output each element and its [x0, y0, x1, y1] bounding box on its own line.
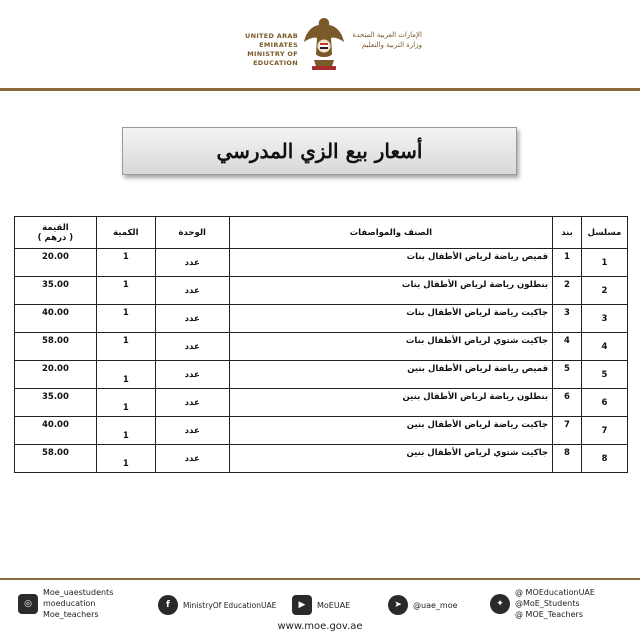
cell-value: 58.00: [15, 445, 97, 473]
header-divider: [0, 88, 640, 91]
twitter-icon: ✦: [490, 594, 510, 614]
cell-value: 20.00: [15, 361, 97, 389]
table-row: [15, 305, 628, 333]
youtube-account[interactable]: ▶ MoEUAE: [292, 595, 350, 615]
cell-unit: عدد: [155, 249, 229, 277]
cell-desc: قميص رياضة لرياض الأطفال بنات: [229, 249, 552, 277]
cell-qty: 1: [96, 249, 155, 277]
cell-desc: جاكيت رياضة لرياض الأطفال بنات: [229, 305, 552, 333]
cell-unit: عدد: [155, 389, 229, 417]
cell-seq: 3: [581, 305, 627, 333]
cell-item: 3: [553, 305, 582, 333]
cell-seq: 7: [581, 417, 627, 445]
price-table: [14, 216, 628, 473]
cell-unit: عدد: [155, 277, 229, 305]
cell-item: 5: [553, 361, 582, 389]
table-header-row: [15, 217, 628, 249]
cell-unit: عدد: [155, 417, 229, 445]
cell-item: 1: [553, 249, 582, 277]
cell-item: 4: [553, 333, 582, 361]
cell-value: 35.00: [15, 389, 97, 417]
cell-unit: عدد: [155, 333, 229, 361]
cell-desc: بنطلون رياضة لرياض الأطفال بنات: [229, 277, 552, 305]
cell-seq: 2: [581, 277, 627, 305]
cell-item: 8: [553, 445, 582, 473]
header-item: بند: [553, 217, 582, 249]
falcon-emblem-icon: [302, 14, 346, 74]
instagram-accounts[interactable]: ◎ Moe_uaestudents moeducation Moe_teachers: [18, 587, 113, 620]
table-row: [15, 445, 628, 473]
cell-qty: 1: [96, 361, 155, 389]
ministry-name-arabic: الإمارات العربية المتحدة وزارة التربية والتعليم: [352, 31, 422, 49]
cell-unit: عدد: [155, 445, 229, 473]
instagram-icon: ◎: [18, 594, 38, 614]
ministry-name-english: UNITED ARAB EMIRATES MINISTRY OF EDUCATION: [245, 32, 298, 67]
table-row: [15, 333, 628, 361]
cell-qty: 1: [96, 445, 155, 473]
cell-qty: 1: [96, 417, 155, 445]
cell-desc: جاكيت شتوي لرياض الأطفال بنين: [229, 445, 552, 473]
title-banner: [122, 127, 517, 175]
cell-value: 40.00: [15, 305, 97, 333]
header-seq: مسلسل: [581, 217, 627, 249]
header-unit: الوحدة: [155, 217, 229, 249]
cell-item: 7: [553, 417, 582, 445]
cell-seq: 8: [581, 445, 627, 473]
twitter-accounts[interactable]: ✦ @ MOEducationUAE @MoE_Students @ MOE_Teachers: [490, 587, 595, 620]
youtube-icon: ▶: [292, 595, 312, 615]
cell-item: 6: [553, 389, 582, 417]
table-row: [15, 277, 628, 305]
cell-desc: قميص رياضة لرياض الأطفال بنين: [229, 361, 552, 389]
cell-seq: 5: [581, 361, 627, 389]
cell-unit: عدد: [155, 305, 229, 333]
table-row: [15, 389, 628, 417]
cell-qty: 1: [96, 277, 155, 305]
header-value: القيمة ( درهم ): [15, 217, 97, 249]
cell-desc: بنطلون رياضة لرياض الأطفال بنين: [229, 389, 552, 417]
table-row: [15, 249, 628, 277]
cell-qty: 1: [96, 389, 155, 417]
facebook-icon: f: [158, 595, 178, 615]
cell-seq: 4: [581, 333, 627, 361]
cell-value: 20.00: [15, 249, 97, 277]
letterhead: [0, 0, 640, 90]
cell-unit: عدد: [155, 361, 229, 389]
cell-desc: جاكيت رياضة لرياض الأطفال بنين: [229, 417, 552, 445]
cell-seq: 6: [581, 389, 627, 417]
telegram-icon: ➤: [388, 595, 408, 615]
cell-item: 2: [553, 277, 582, 305]
table-row: [15, 417, 628, 445]
cell-qty: 1: [96, 333, 155, 361]
header-qty: الكمية: [96, 217, 155, 249]
page-title: أسعار بيع الزي المدرسي: [216, 139, 423, 163]
cell-value: 58.00: [15, 333, 97, 361]
cell-seq: 1: [581, 249, 627, 277]
facebook-account[interactable]: f MinistryOf EducationUAE: [158, 595, 276, 615]
cell-value: 35.00: [15, 277, 97, 305]
footer-divider: [0, 578, 640, 580]
website-link[interactable]: www.moe.gov.ae: [277, 621, 363, 632]
social-footer: [0, 585, 640, 625]
cell-value: 40.00: [15, 417, 97, 445]
header-desc: الصنف والمواصفات: [229, 217, 552, 249]
table-row: [15, 361, 628, 389]
cell-qty: 1: [96, 305, 155, 333]
cell-desc: جاكيت شتوي لرياض الأطفال بنات: [229, 333, 552, 361]
telegram-account[interactable]: ➤ @uae_moe: [388, 595, 458, 615]
